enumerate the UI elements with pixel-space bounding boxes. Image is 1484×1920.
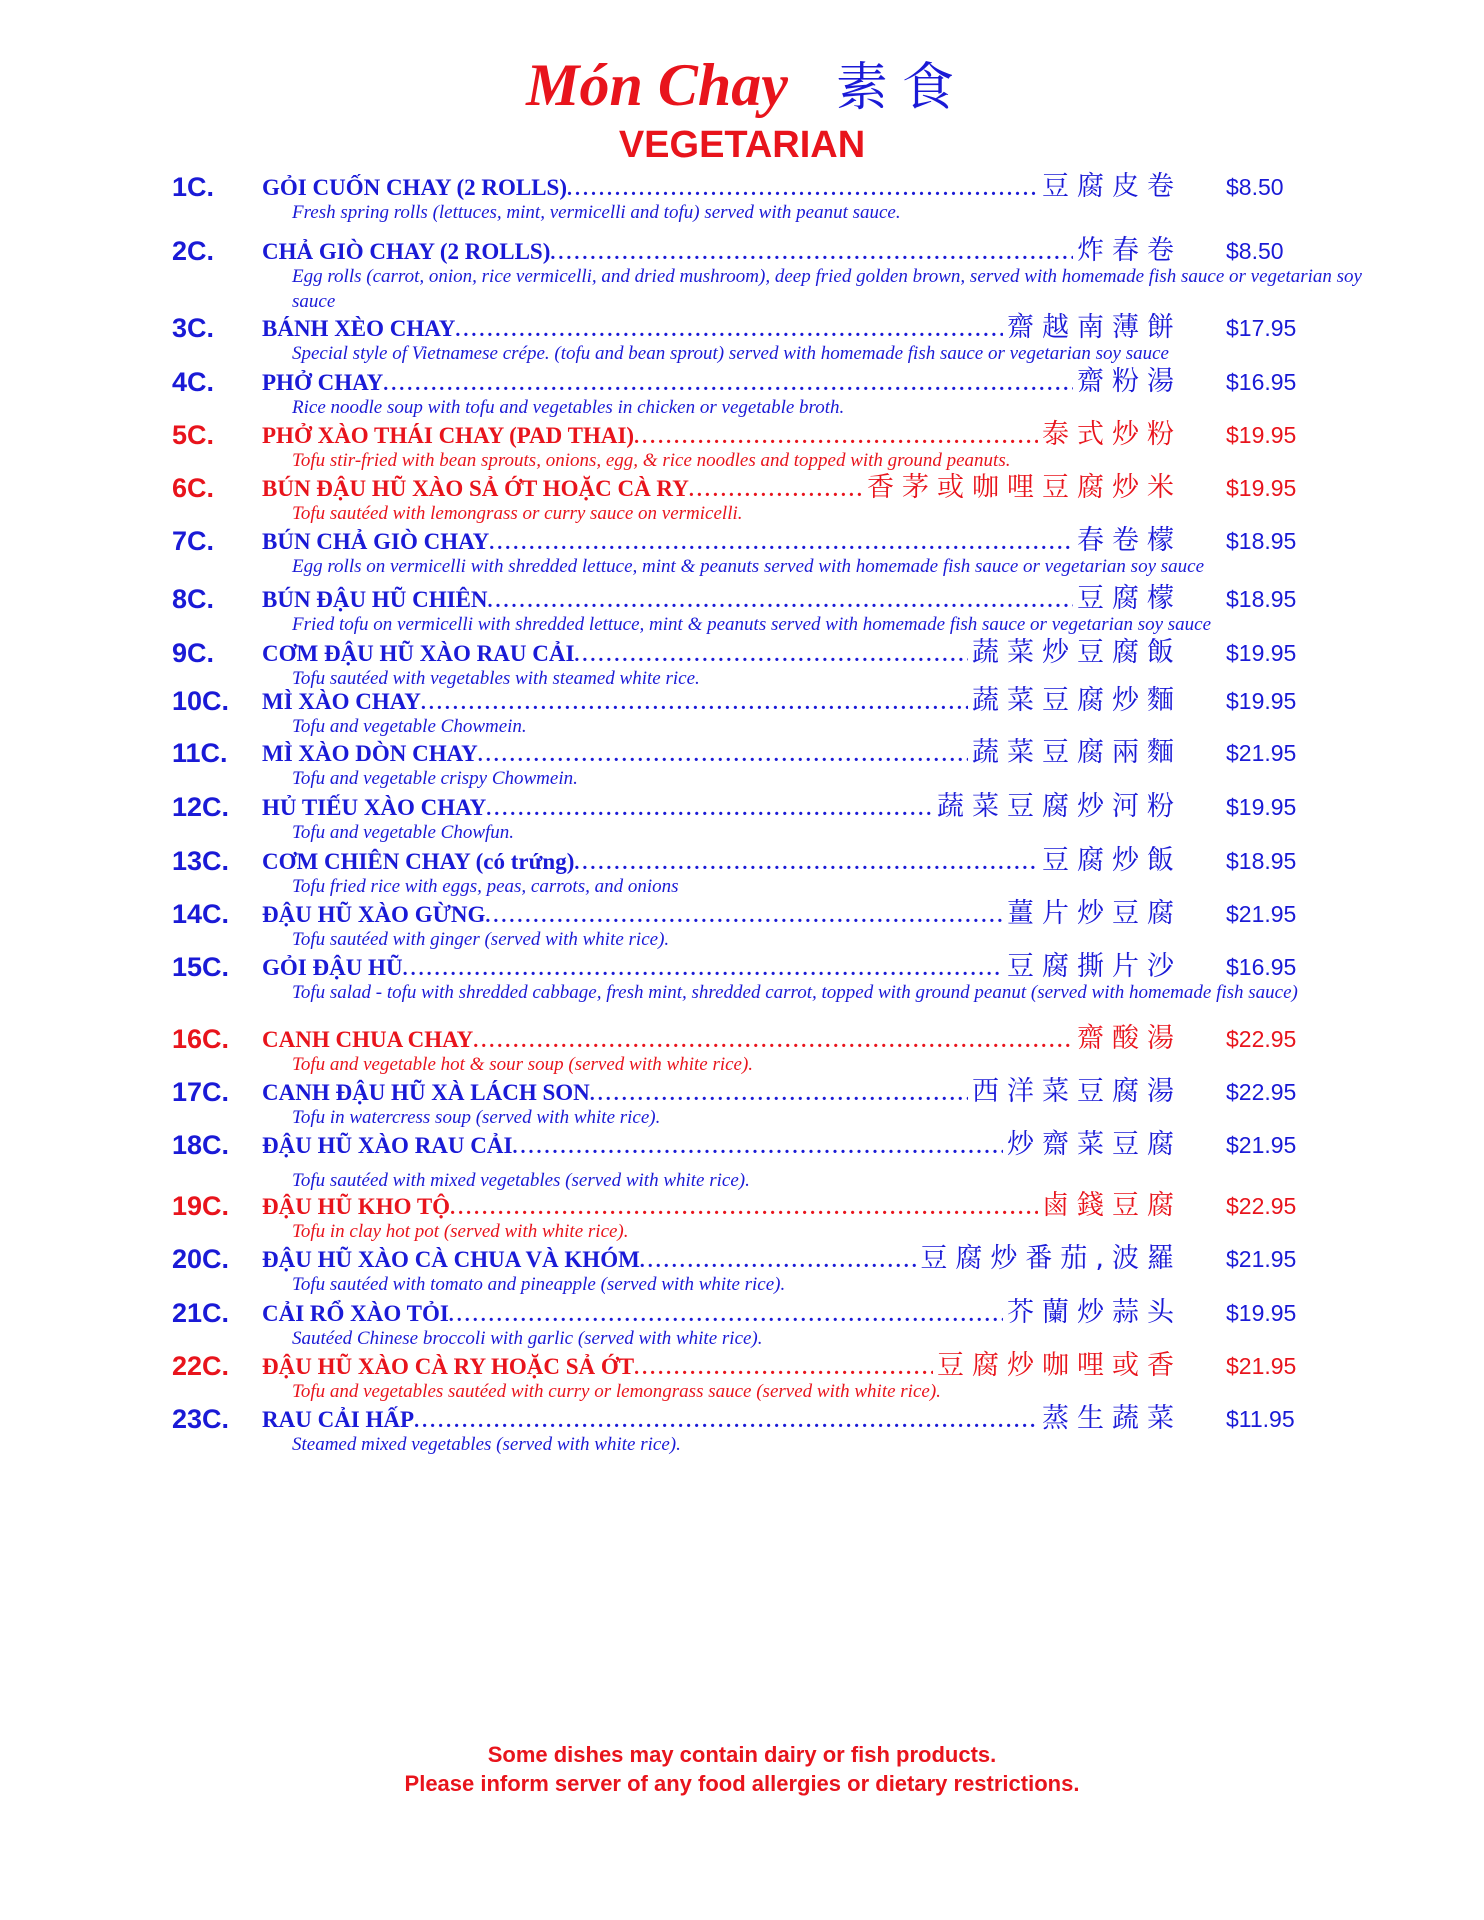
item-description: Tofu sautéed with ginger (served with white rice). bbox=[292, 929, 670, 950]
item-description: Tofu sautéed with tomato and pineapple (served with white rice). bbox=[292, 1274, 786, 1295]
item-price: $17.95 bbox=[1226, 315, 1297, 341]
item-title-row bbox=[262, 471, 1182, 505]
item-number: 3C. bbox=[172, 313, 215, 343]
item-chinese-name: 豆腐炒番茄,波羅 bbox=[920, 1243, 1182, 1274]
item-number: 9C. bbox=[172, 638, 215, 668]
item-description: Fried tofu on vermicelli with shredded lettuce, mint & peanuts served with homemade fish sauce or vegetarian soy sauce bbox=[292, 614, 1212, 635]
item-price: $19.95 bbox=[1226, 688, 1297, 714]
item-title-row bbox=[262, 684, 1182, 718]
item-title-row bbox=[262, 365, 1182, 399]
item-description: Tofu and vegetable hot & sour soup (served with white rice). bbox=[292, 1054, 754, 1075]
item-title-row bbox=[262, 1128, 1182, 1162]
item-name: RAU CẢI HẤP bbox=[262, 1407, 415, 1432]
item-price: $8.50 bbox=[1226, 238, 1284, 264]
item-title-row bbox=[262, 1022, 1182, 1056]
item-description: Steamed mixed vegetables (served with white rice). bbox=[292, 1434, 681, 1455]
item-number: 13C. bbox=[172, 846, 230, 876]
item-description: Tofu in clay hot pot (served with white rice). bbox=[292, 1221, 629, 1242]
item-description: Egg rolls on vermicelli with shredded lettuce, mint & peanuts served with homemade fish sauce or vegetarian soy sauce bbox=[292, 556, 1205, 577]
item-title-row bbox=[262, 234, 1182, 268]
item-price: $19.95 bbox=[1226, 1300, 1297, 1326]
item-number: 16C. bbox=[172, 1024, 230, 1054]
item-number: 19C. bbox=[172, 1191, 230, 1221]
item-price: $16.95 bbox=[1226, 954, 1297, 980]
title-vietnamese: Món Chay bbox=[526, 52, 788, 118]
item-description: Tofu and vegetable crispy Chowmein. bbox=[292, 768, 578, 789]
item-chinese-name: 芥蘭炒蒜头 bbox=[1007, 1297, 1182, 1328]
item-description: Egg rolls (carrot, onion, rice vermicelli, and dried mushroom), deep fried golden brown, served with homemade fish sauce or vegetarian soy sauce bbox=[292, 266, 1362, 312]
item-number: 8C. bbox=[172, 584, 215, 614]
item-name: BÚN ĐẬU HŨ CHIÊN bbox=[262, 587, 488, 612]
item-title-row bbox=[262, 897, 1182, 931]
item-number: 6C. bbox=[172, 473, 215, 503]
item-chinese-name: 蔬菜豆腐兩麵 bbox=[972, 737, 1182, 768]
item-price: $21.95 bbox=[1226, 1246, 1297, 1272]
item-number: 4C. bbox=[172, 367, 215, 397]
item-number: 14C. bbox=[172, 899, 230, 929]
item-title-row bbox=[262, 1075, 1182, 1109]
item-description: Rice noodle soup with tofu and vegetables in chicken or vegetable broth. bbox=[292, 397, 845, 418]
item-description: Tofu sautéed with lemongrass or curry sauce on vermicelli. bbox=[292, 503, 743, 524]
dot-leader bbox=[512, 1130, 1003, 1162]
item-chinese-name: 泰式炒粉 bbox=[1042, 419, 1182, 450]
item-title-row bbox=[262, 790, 1182, 824]
item-name: HỦ TIẾU XÀO CHAY bbox=[262, 795, 487, 820]
item-chinese-name: 豆腐撕片沙 bbox=[1007, 951, 1182, 982]
item-number: 10C. bbox=[172, 686, 230, 716]
item-number: 12C. bbox=[172, 792, 230, 822]
item-name: MÌ XÀO CHAY bbox=[262, 689, 421, 714]
item-chinese-name: 西洋菜豆腐湯 bbox=[972, 1076, 1182, 1107]
item-chinese-name: 齋越南薄餅 bbox=[1007, 312, 1182, 343]
item-title-row bbox=[262, 736, 1182, 770]
item-chinese-name: 蔬菜豆腐炒河粉 bbox=[937, 791, 1182, 822]
item-description: Tofu and vegetables sautéed with curry or lemongrass sauce (served with white rice). bbox=[292, 1381, 941, 1402]
menu-header bbox=[0, 50, 1484, 167]
item-name: BÁNH XÈO CHAY bbox=[262, 316, 456, 341]
item-name: ĐẬU HŨ XÀO GỪNG bbox=[262, 902, 486, 927]
allergy-notice-line-1: Some dishes may contain dairy or fish products. bbox=[487, 1742, 997, 1767]
item-chinese-name: 齋粉湯 bbox=[1077, 366, 1182, 397]
item-number: 18C. bbox=[172, 1130, 230, 1160]
item-chinese-name: 蔬菜炒豆腐飯 bbox=[972, 637, 1182, 668]
item-name: PHỞ CHAY bbox=[262, 370, 384, 395]
item-chinese-name: 薑片炒豆腐 bbox=[1007, 898, 1182, 929]
item-chinese-name: 齋酸湯 bbox=[1077, 1023, 1182, 1054]
item-title-row bbox=[262, 950, 1182, 984]
item-price: $16.95 bbox=[1226, 369, 1297, 395]
item-price: $19.95 bbox=[1226, 475, 1297, 501]
item-number: 1C. bbox=[172, 172, 215, 202]
item-price: $19.95 bbox=[1226, 794, 1297, 820]
item-chinese-name: 豆腐皮卷 bbox=[1042, 171, 1182, 202]
allergy-notice bbox=[0, 1740, 1484, 1798]
item-chinese-name: 鹵錢豆腐 bbox=[1042, 1190, 1182, 1221]
item-name: GỎI ĐẬU HŨ bbox=[262, 955, 403, 980]
item-number: 20C. bbox=[172, 1244, 230, 1274]
item-price: $18.95 bbox=[1226, 528, 1297, 554]
item-name: CANH CHUA CHAY bbox=[262, 1027, 474, 1052]
item-price: $11.95 bbox=[1226, 1406, 1295, 1432]
item-name: MÌ XÀO DÒN CHAY bbox=[262, 741, 478, 766]
item-name: GỎI CUỐN CHAY (2 ROLLS) bbox=[262, 175, 567, 200]
item-description: Sautéed Chinese broccoli with garlic (served with white rice). bbox=[292, 1328, 763, 1349]
item-number: 5C. bbox=[172, 420, 215, 450]
item-description: Tofu stir-fried with bean sprouts, onions, egg, & rice noodles and topped with ground peanuts. bbox=[292, 450, 1011, 471]
item-name: CẢI RỔ XÀO TỎI bbox=[262, 1301, 449, 1326]
item-chinese-name: 豆腐炒咖哩或香 bbox=[937, 1350, 1182, 1381]
section-subtitle: VEGETARIAN bbox=[618, 124, 866, 166]
item-number: 22C. bbox=[172, 1351, 230, 1381]
item-name: CƠM ĐẬU HŨ XÀO RAU CẢI bbox=[262, 641, 575, 666]
item-name: BÚN ĐẬU HŨ XÀO SẢ ỚT HOẶC CÀ RY bbox=[262, 476, 689, 501]
item-title-row bbox=[262, 1349, 1182, 1383]
item-description: Tofu fried rice with eggs, peas, carrots, and onions bbox=[292, 876, 679, 897]
item-name: CANH ĐẬU HŨ XÀ LÁCH SON bbox=[262, 1080, 590, 1105]
item-description: Fresh spring rolls (lettuces, mint, vermicelli and tofu) served with peanut sauce. bbox=[292, 202, 901, 223]
item-chinese-name: 炒齋菜豆腐 bbox=[1007, 1129, 1182, 1160]
item-price: $22.95 bbox=[1226, 1193, 1297, 1219]
item-name: PHỞ XÀO THÁI CHAY (PAD THAI) bbox=[262, 423, 635, 448]
item-description: Tofu in watercress soup (served with white rice). bbox=[292, 1107, 661, 1128]
item-number: 21C. bbox=[172, 1298, 230, 1328]
item-price: $22.95 bbox=[1226, 1026, 1297, 1052]
item-chinese-name: 蒸生蔬菜 bbox=[1042, 1403, 1182, 1434]
item-chinese-name: 豆腐檬 bbox=[1077, 583, 1182, 614]
item-price: $21.95 bbox=[1226, 740, 1297, 766]
item-chinese-name: 蔬菜豆腐炒麵 bbox=[972, 685, 1182, 716]
item-description: Tofu and vegetable Chowfun. bbox=[292, 822, 515, 843]
item-title-row bbox=[262, 1189, 1182, 1223]
item-number: 23C. bbox=[172, 1404, 230, 1434]
item-price: $8.50 bbox=[1226, 174, 1284, 200]
item-description: Tofu sautéed with vegetables with steamed white rice. bbox=[292, 668, 700, 689]
item-name: CƠM CHIÊN CHAY (có trứng) bbox=[262, 849, 575, 874]
allergy-notice-line-2: Please inform server of any food allergies or dietary restrictions. bbox=[404, 1771, 1080, 1796]
item-title-row bbox=[262, 1402, 1182, 1436]
item-title-row bbox=[262, 524, 1182, 558]
item-title-row bbox=[262, 311, 1182, 345]
item-price: $18.95 bbox=[1226, 586, 1297, 612]
item-name: BÚN CHẢ GIÒ CHAY bbox=[262, 529, 490, 554]
item-chinese-name: 炸春卷 bbox=[1077, 235, 1182, 266]
item-price: $19.95 bbox=[1226, 422, 1297, 448]
item-name: ĐẬU HŨ XÀO CÀ CHUA VÀ KHÓM bbox=[262, 1247, 640, 1272]
item-title-row bbox=[262, 1242, 1182, 1276]
item-title-row bbox=[262, 844, 1182, 878]
item-price: $18.95 bbox=[1226, 848, 1297, 874]
item-chinese-name: 香茅或咖哩豆腐炒米 bbox=[867, 472, 1182, 503]
item-price: $21.95 bbox=[1226, 901, 1297, 927]
item-name: ĐẬU HŨ XÀO CÀ RY HOẶC SẢ ỚT bbox=[262, 1354, 635, 1379]
item-name: ĐẬU HŨ XÀO RAU CẢI bbox=[262, 1133, 513, 1158]
item-number: 7C. bbox=[172, 526, 215, 556]
title-chinese: 素食 bbox=[835, 58, 968, 118]
item-description: Special style of Vietnamese crépe. (tofu and bean sprout) served with homemade fish sauce or vegetarian soy sauce bbox=[292, 343, 1169, 364]
item-name: ĐẬU HŨ KHO TỘ bbox=[262, 1194, 451, 1219]
item-description: Tofu sautéed with mixed vegetables (served with white rice). bbox=[292, 1170, 750, 1191]
item-title-row bbox=[262, 418, 1182, 452]
item-title-row bbox=[262, 170, 1182, 204]
item-name: CHẢ GIÒ CHAY (2 ROLLS) bbox=[262, 239, 551, 264]
item-number: 17C. bbox=[172, 1077, 230, 1107]
item-number: 2C. bbox=[172, 236, 215, 266]
item-description: Tofu and vegetable Chowmein. bbox=[292, 716, 527, 737]
item-number: 15C. bbox=[172, 952, 230, 982]
item-title-row bbox=[262, 636, 1182, 670]
item-price: $19.95 bbox=[1226, 640, 1297, 666]
item-title-row bbox=[262, 582, 1182, 616]
item-chinese-name: 春卷檬 bbox=[1077, 525, 1182, 556]
item-price: $22.95 bbox=[1226, 1079, 1297, 1105]
item-price: $21.95 bbox=[1226, 1132, 1297, 1158]
title-line bbox=[10, 50, 1484, 123]
item-price: $21.95 bbox=[1226, 1353, 1297, 1379]
item-title-row bbox=[262, 1296, 1182, 1330]
item-chinese-name: 豆腐炒飯 bbox=[1042, 845, 1182, 876]
item-description: Tofu salad - tofu with shredded cabbage, fresh mint, shredded carrot, topped with ground peanut (served with homemade fish sauce) bbox=[292, 982, 1298, 1003]
item-number: 11C. bbox=[172, 738, 228, 768]
